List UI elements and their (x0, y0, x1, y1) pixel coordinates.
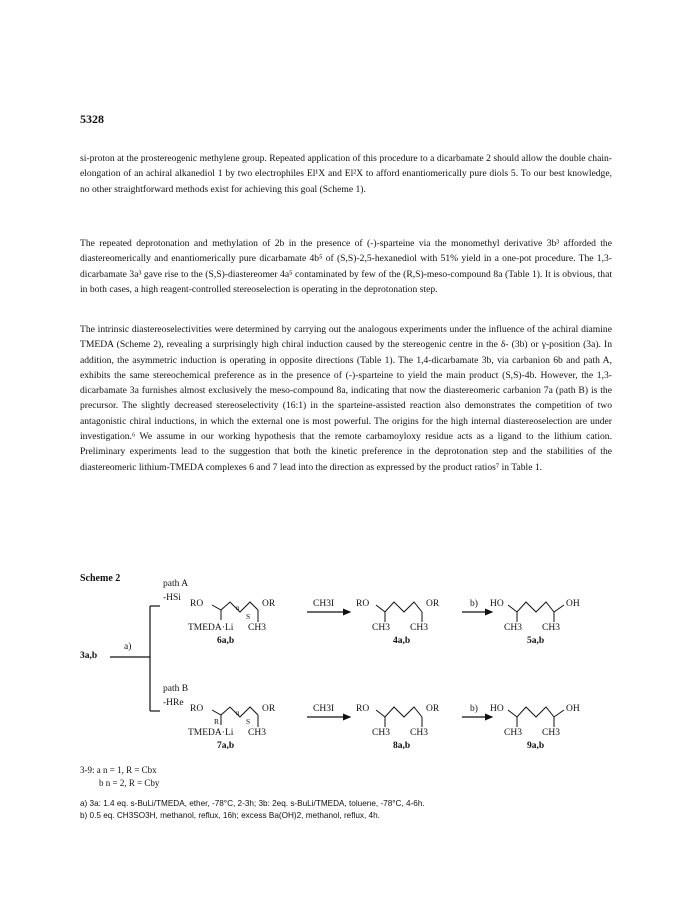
path-b-metal: TMEDA·Li (188, 728, 234, 738)
paragraph-3: The intrinsic diastereoselectivities were determined by carrying out the analogous experiments under the influence of the achiral diamine TMEDA (Scheme 2), revealing a surprisingly high chiral induction caused by the stereogenic centre in the δ- (3b) or γ-position (3a). In addition, the asymmetric induction is operating in opposite directions (Table 1). The 1,4-dicarbamate 3b, via carbanion 6b and path A, exhibits the same stereochemical preference as in the presence of (-)-sparteine to yield the main product (S,S)-4b. However, the 1,3-dicarbamate 3a furnishes almost exclusively the meso-compound 8a, indicating that now the diastereomeric carbanion 7a (path B) is the precursor. The slightly decreased stereoselectivity (16:1) in the sparteine-assisted reaction also demonstrates the competition of two antagonistic chiral inductions, in which the external one is most powerful. The origins for the high internal diastereoselection are under investigation.⁶ We assume in our working hypothesis that the remote carbamoyloxy residue acts as a ligand to the lithium cation. Preliminary experiments lead to the suggestion that both the kinetic preference in the deprotonation step and the stabilities of the diastereomeric lithium-TMEDA complexes 6 and 7 lead into the direction as expressed by the product ratios⁷ in Table 1. (80, 324, 612, 473)
path-b-carbanion-left: RO (190, 704, 204, 714)
path-a-metal: TMEDA·Li (188, 623, 234, 633)
path-b-product-methyl-right: CH3 (410, 728, 428, 738)
start-compound: 3a,b (80, 651, 98, 661)
path-b-title: path B (163, 684, 189, 694)
path-b-product-methyl-left: CH3 (372, 728, 390, 738)
scheme-footnote-b: b) 0.5 eq. CH3SO3H, methanol, reflux, 16h; excess Ba(OH)2, methanol, reflux, 4h. (80, 811, 380, 820)
path-a-center-label: S (246, 612, 251, 621)
path-b-product-right: OR (426, 704, 440, 714)
carbanion-6-label: 6a,b (217, 636, 235, 646)
scheme-legend-a: 3-9: a n = 1, R = Cbx (80, 765, 157, 775)
scheme-legend-b: b n = 2, R = Cby (99, 778, 160, 788)
path-b-diol-left: HO (490, 704, 504, 714)
scheme-footnote-a: a) 3a: 1.4 eq. s-BuLi/TMEDA, ether, -78°C, 2-3h; 3b: 2eq. s-BuLi/TMEDA, toluene, -78°C, 4-6h. (80, 799, 425, 808)
path-b-methyl: CH3 (248, 728, 266, 738)
chain-9 (508, 707, 564, 717)
path-a-title: path A (163, 579, 189, 589)
path-b-reagent: CH3I (313, 704, 335, 714)
path-b-center-label-left: R (214, 717, 220, 726)
path-a-diol-methyl-right: CH3 (542, 623, 560, 633)
chain-6 (212, 602, 258, 612)
path-b-step-b: b) (470, 704, 478, 714)
path-b-diol-right: OH (566, 704, 580, 714)
carbanion-7-label: 7a,b (217, 741, 235, 751)
chain-4 (376, 602, 422, 612)
scheme-label: Scheme 2 (80, 573, 121, 584)
path-a-product-right: OR (426, 599, 440, 609)
diol-9-label: 9a,b (527, 741, 545, 751)
path-b-carbanion-right: OR (262, 704, 276, 714)
path-a-deprotonation: -HSi (163, 593, 181, 603)
path-a-reagent: CH3I (313, 599, 335, 609)
path-b-deprotonation: -HRe (163, 698, 184, 708)
path-a-product-methyl-left: CH3 (372, 623, 390, 633)
path-a-product-left: RO (356, 599, 370, 609)
chain-5 (508, 602, 564, 612)
page-number: 5328 (80, 112, 104, 126)
path-a-ring-subscript: n (236, 604, 240, 612)
path-b-center-label: S (246, 717, 251, 726)
path-a-carbanion-right: OR (262, 599, 276, 609)
path-a-methyl: CH3 (248, 623, 266, 633)
path-b-product-left: RO (356, 704, 370, 714)
path-a-product-methyl-right: CH3 (410, 623, 428, 633)
paragraph-2: The repeated deprotonation and methylation of 2b in the presence of (-)-sparteine via the monomethyl derivative 3b³ afforded the diastereomerically and enantiomerically pure dicarbamate 4b⁵ of (S,S)-2,5-hexanediol with 51% yield in a one-pot procedure. The 1,3-dicarbamate 3a³ gave rise to the (S,S)-diastereomer 4a⁵ contaminated by few of the (R,S)-meso-compound 8a (Table 1). It is obvious, that in both cases, a high reagent-controlled stereoselection is operating in the deprotonation step. (80, 238, 612, 295)
chain-7 (212, 707, 258, 717)
path-a-diol-right: OH (566, 599, 580, 609)
path-b-diol-methyl-right: CH3 (542, 728, 560, 738)
path-a-carbanion-left: RO (190, 599, 204, 609)
path-a-diol-methyl-left: CH3 (504, 623, 522, 633)
path-a-diol-left: HO (490, 599, 504, 609)
product-8-label: 8a,b (393, 741, 411, 751)
path-b-ring-subscript: n (236, 709, 240, 717)
diol-5-label: 5a,b (527, 636, 545, 646)
path-b-diol-methyl-left: CH3 (504, 728, 522, 738)
product-4-label: 4a,b (393, 636, 411, 646)
paragraph-1: si-proton at the prostereogenic methylene group. Repeated application of this procedure to a dicarbamate 2 should allow the double chain-elongation of an achiral alkanediol 1 by two electrophiles El¹X and El²X to afford enantiomerically pure diols 5. To our best knowledge, no other straightforward methods exist for achieving this goal (Scheme 1). (80, 153, 612, 195)
path-a-step-b: b) (470, 599, 478, 609)
start-arrow-label: a) (124, 642, 132, 652)
chain-8 (376, 707, 422, 717)
